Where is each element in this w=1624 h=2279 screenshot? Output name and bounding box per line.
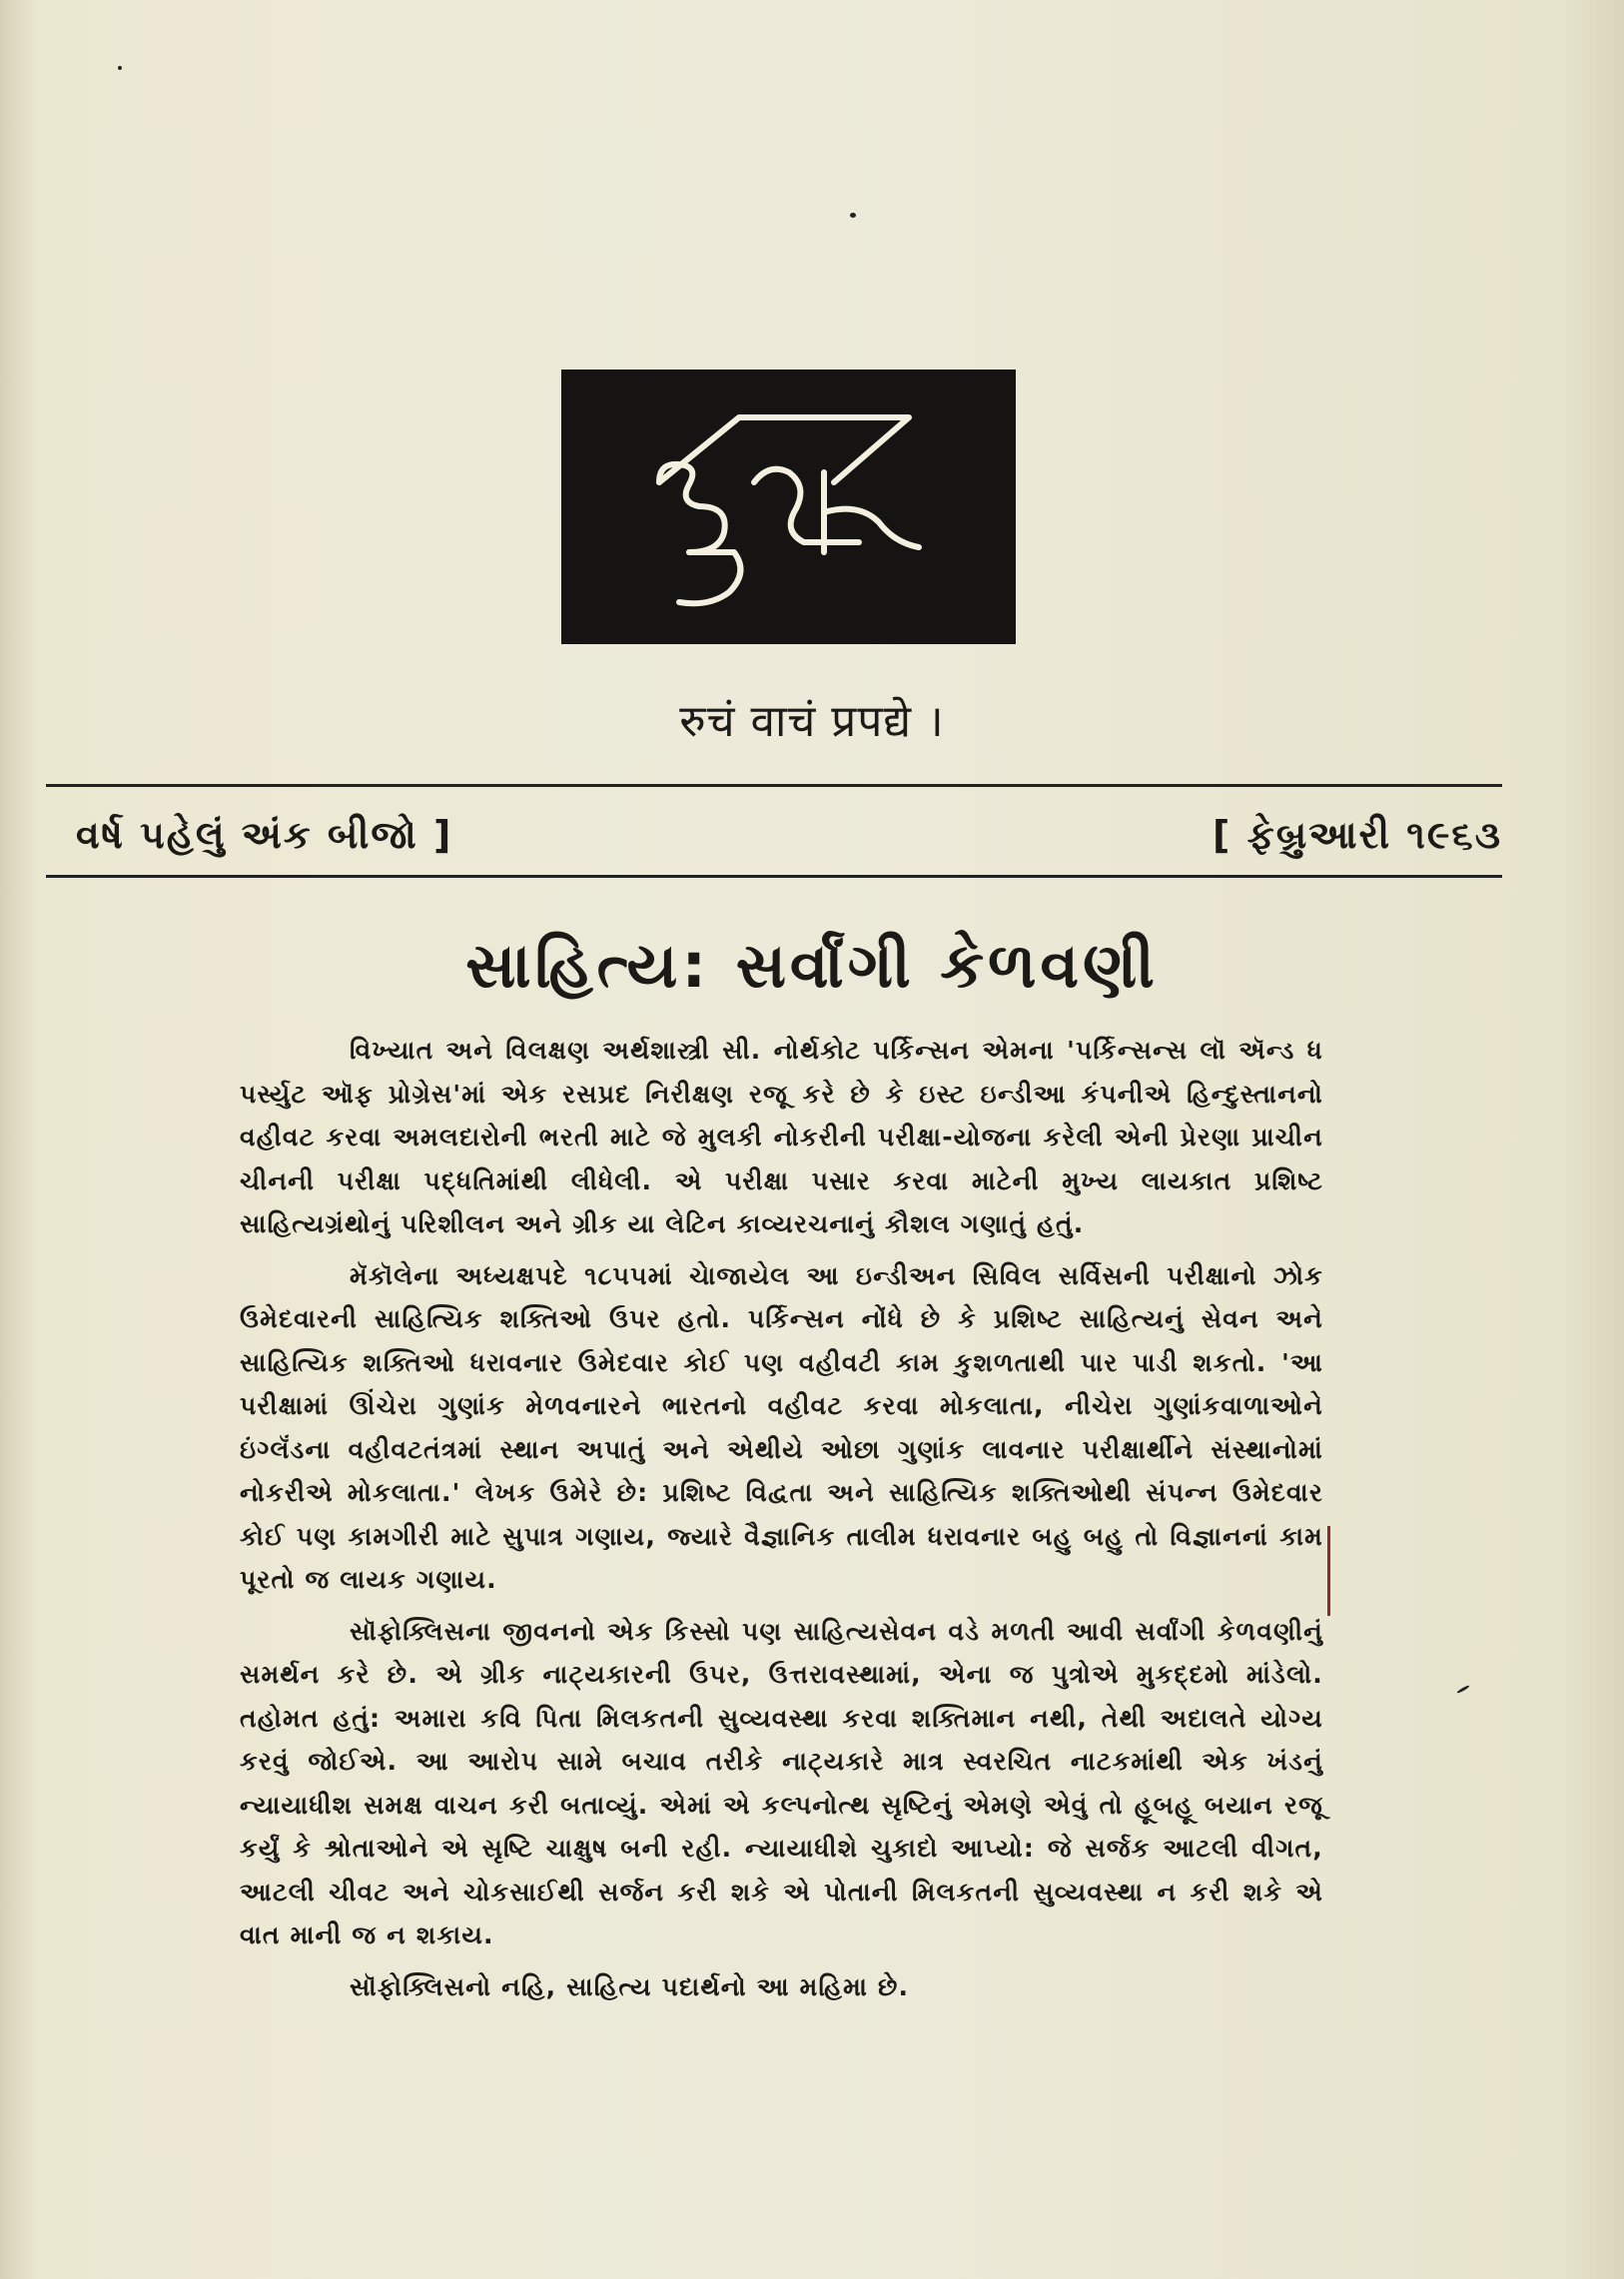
- margin-pen-mark: [1327, 1526, 1330, 1616]
- issue-line: [46, 807, 1502, 867]
- article-body: [240, 1029, 1323, 2016]
- masthead-logo: [561, 370, 1016, 644]
- paper-speck: [1456, 1685, 1470, 1695]
- paragraph: સૉફોક્લિસનો નહિ, સાહિત્ય પદાર્થનો આ મહિમા છે.: [350, 1971, 910, 2001]
- bottom-rule: [46, 875, 1502, 878]
- logo-text: રુચિ: [788, 601, 791, 603]
- paper-speck: [850, 213, 856, 218]
- paragraph: વિખ્યાત અને વિલક્ષણ અર્થશાસ્ત્રી સી. નોર્થકોટ પર્કિન્સન એમના 'પર્કિન્સન્સ લૉ ઍન્ડ ધ પર્સ્યુટ ઑફ પ્રોગ્રેસ'માં એક રસપ્રદ નિરીક્ષણ રજૂ કરે છે કે ઇસ્ટ ઇન્ડીઆ કંપનીએ હિન્દુસ્તાનનો વહીવટ કરવા અમલદારોની ભરતી માટે જે મુલકી નોકરીની પરીક્ષા-યોજના કરેલી એની પ્રેરણા પ્રાચીન ચીનની પરીક્ષા પદ્ધતિમાંથી લીધેલી. એ પરીક્ષા પસાર કરવા માટેની મુખ્ય લાયકાત પ્રશિષ્ટ સાહિત્યગ્રંથોનું પરિશીલન અને ગ્રીક યા લેટિન કાવ્યરચનાનું કૌશલ ગણાતું હતું.: [240, 1036, 1323, 1238]
- motto: रुचं वाचं प्रपद्ये ।: [679, 696, 945, 747]
- paper-speck: [118, 66, 122, 70]
- top-rule: [46, 784, 1502, 787]
- ruchi-logo-icon: [619, 402, 959, 612]
- article-title: સાહિત્ય: સર્વાંગી કેળવણી: [465, 929, 1159, 1002]
- paragraph: મૅકૉલેના અધ્યક્ષપદે ૧૮૫૫માં ચેાજાયેલ આ ઇન્ડીઅન સિવિલ સર્વિસની પરીક્ષાનો ઝોક ઉમેદવારની સાહિત્યિક શક્તિઓ ઉપર હતો. પર્કિન્સન નોંધે છે કે પ્રશિષ્ટ સાહિત્યનું સેવન અને સાહિત્યિક શક્તિઓ ધરાવનાર ઉમેદવાર કોઈ પણ વહીવટી કામ કુશળતાથી પાર પાડી શકતો. 'આ પરીક્ષામાં ઊંચેરા ગુણાંક મેળવનારને ભારતનો વહીવટ કરવા મોકલાતા, નીચેરા ગુણાંકવાળાઓને ઇંગ્લૅંડના વહીવટતંત્રમાં સ્થાન અપાતું અને એથીયે ઓછા ગુણાંક લાવનાર પરીક્ષાર્થીને સંસ્થાનોમાં નોકરીએ મોકલાતા.' લેખક ઉમેરે છે: પ્રશિષ્ટ વિદ્વતા અને સાહિત્યિક શક્તિઓથી સંપન્ન ઉમેદવાર કોઈ પણ કામગીરી માટે સુપાત્ર ગણાય, જ્યારે વૈજ્ઞાનિક તાલીમ ધરાવનાર બહુ બહુ તો વિજ્ઞાનનાં કામ પૂરતો જ લાયક ગણાય.: [240, 1260, 1323, 1594]
- issue-date: [ ફેબ્રુઆરી ૧૯૬૩: [1212, 813, 1502, 857]
- paragraph: સૉફોક્લિસના જીવનનો એક કિસ્સો પણ સાહિત્યસેવન વડે મળતી આવી સર્વાંગી કેળવણીનું સમર્થન કરે છે. એ ગ્રીક નાટ્યકારની ઉપર, ઉત્તરાવસ્થામાં, એના જ પુત્રોએ મુકદ્દમો માંડેલો. તહોમત હતું: અમારા કવિ પિતા મિલકતની સુવ્યવસ્થા કરવા શક્તિમાન નથી, તેથી અદાલતે યોગ્ય કરવું જોઈએ. આ આરોપ સામે બચાવ તરીકે નાટ્યકારે માત્ર સ્વરચિત નાટકમાંથી એક ખંડનું ન્યાયાધીશ સમક્ષ વાચન કરી બતાવ્યું. એમાં એ કલ્પનોત્થ સૃષ્ટિનું એમણે એવું તો હૂબહૂ બયાન રજૂ કર્યું કે શ્રોતાઓને એ સૃષ્ટિ ચાક્ષુષ બની રહી. ન્યાયાધીશે ચુકાદો આપ્યો: જે સર્જક આટલી વીગત, આટલી ચીવટ અને ચોકસાઈથી સર્જન કરી શકે એ પોતાની મિલકતની સુવ્યવસ્થા ન કરી શકે એ વાત માની જ ન શકાય.: [240, 1616, 1323, 1949]
- volume-number: વર્ષ પહેલું અંક બીજો ]: [76, 813, 453, 857]
